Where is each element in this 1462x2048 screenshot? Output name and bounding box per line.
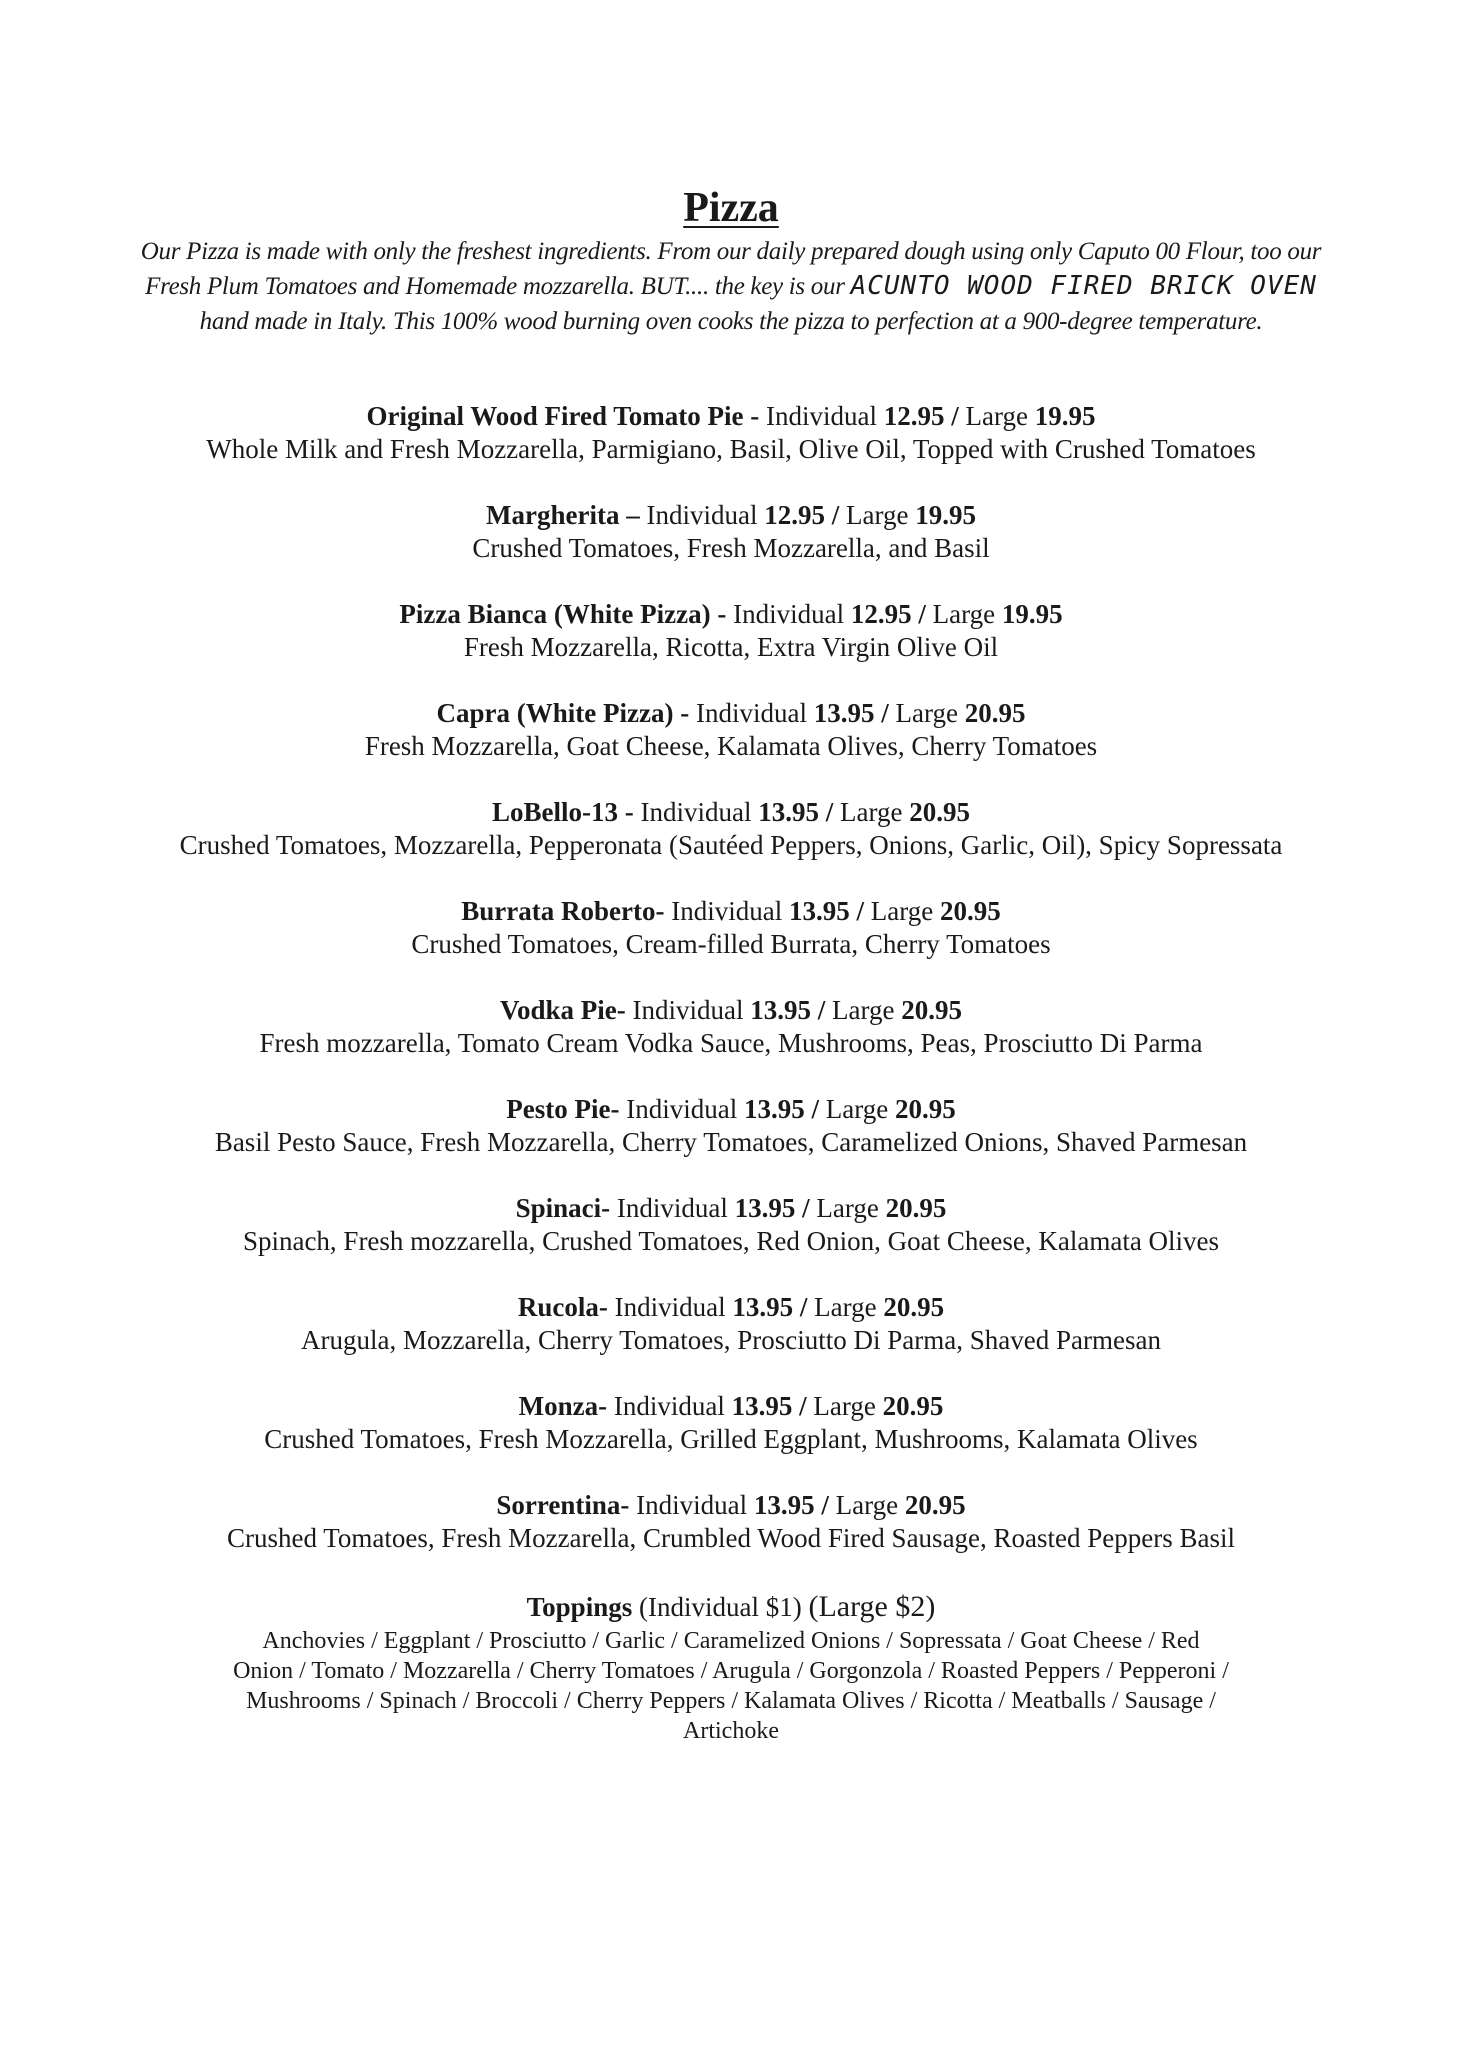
- item-name: Rucola-: [517, 1292, 608, 1322]
- large-price: 20.95: [885, 1193, 947, 1223]
- item-name: Original Wood Fired Tomato Pie: [366, 401, 744, 431]
- individual-price: 12.95: [883, 401, 945, 431]
- large-label: Large: [895, 698, 958, 728]
- menu-item: [140, 1489, 1322, 1555]
- price-slash: /: [874, 698, 896, 728]
- price-slash: /: [804, 1094, 826, 1124]
- individual-label: Individual: [636, 1490, 748, 1520]
- item-separator: [608, 1292, 615, 1322]
- large-label: Large: [835, 1490, 899, 1520]
- item-name: Spinaci-: [515, 1193, 611, 1223]
- item-description: Fresh Mozzarella, Ricotta, Extra Virgin Olive Oil: [463, 632, 999, 662]
- menu-item: [140, 1093, 1322, 1159]
- individual-price: 13.95: [743, 1094, 805, 1124]
- item-separator: -: [616, 995, 633, 1025]
- menu-item-header: [140, 400, 1322, 433]
- item-name: Pesto Pie-: [506, 1094, 620, 1124]
- individual-label: Individual: [695, 698, 807, 728]
- intro-paragraph: [120, 234, 1342, 339]
- item-separator: –: [619, 500, 647, 530]
- menu-item-header: [140, 994, 1322, 1027]
- large-label: Large: [932, 599, 996, 629]
- item-name: LoBello-13: [492, 797, 619, 827]
- item-separator: [607, 1391, 614, 1421]
- individual-label: Individual: [766, 401, 878, 431]
- large-price: 20.95: [883, 1292, 945, 1322]
- item-name: Burrata Roberto-: [461, 896, 665, 926]
- menu-item: [140, 796, 1322, 862]
- large-label: Large: [816, 1193, 879, 1223]
- toppings-title: Toppings: [526, 1592, 633, 1622]
- price-slash: /: [814, 1490, 836, 1520]
- intro-text-after: hand made in Italy. This 100% wood burning oven cooks the pizza to perfection at a 900-degree temperature.: [199, 308, 1263, 335]
- item-name: Capra (White Pizza): [436, 698, 674, 728]
- item-description: Fresh mozzarella, Tomato Cream Vodka Sauce, Mushrooms, Peas, Prosciutto Di Parma: [259, 1028, 1203, 1058]
- individual-price: 13.95: [753, 1490, 815, 1520]
- menu-item-header: [140, 1093, 1322, 1126]
- intro-text-before: Our Pizza is made with only the freshest ingredients. From our daily prepared dough using only Caputo 00 Flour, too our Fresh Plum Tomatoes and Homemade mozzarella. BUT.... the key is our: [140, 238, 1322, 300]
- price-slash: /: [819, 797, 841, 827]
- menu-item: [140, 499, 1322, 565]
- large-label: Large: [813, 1391, 876, 1421]
- large-price: 20.95: [894, 1094, 956, 1124]
- individual-label: Individual: [613, 1391, 725, 1421]
- individual-price: 13.95: [731, 1391, 793, 1421]
- item-description: Whole Milk and Fresh Mozzarella, Parmigiano, Basil, Olive Oil, Topped with Crushed Tomatoes: [206, 434, 1256, 464]
- individual-price: 13.95: [732, 1292, 794, 1322]
- price-slash: /: [944, 401, 966, 431]
- price-slash: /: [911, 599, 933, 629]
- individual-price: 13.95: [758, 797, 819, 827]
- item-separator: -: [618, 797, 641, 827]
- toppings-large-price: (Large $2): [808, 1590, 936, 1623]
- item-name: Sorrentina-: [496, 1490, 630, 1520]
- large-price: 20.95: [882, 1391, 944, 1421]
- large-label: Large: [845, 500, 909, 530]
- menu-item: [140, 895, 1322, 961]
- item-separator: -: [710, 599, 734, 629]
- item-list: [140, 400, 1322, 1555]
- toppings-section: [140, 1588, 1322, 1746]
- item-separator: -: [673, 698, 696, 728]
- large-label: Large: [814, 1292, 877, 1322]
- price-slash: /: [792, 1391, 814, 1421]
- large-label: Large: [832, 995, 895, 1025]
- individual-label: Individual: [626, 1094, 738, 1124]
- individual-price: 13.95: [750, 995, 812, 1025]
- large-label: Large: [825, 1094, 889, 1124]
- item-name: Vodka Pie: [500, 995, 617, 1025]
- menu-item-header: [140, 598, 1322, 631]
- item-name: Pizza Bianca (White Pizza): [399, 599, 711, 629]
- large-price: 19.95: [1001, 599, 1063, 629]
- large-price: 19.95: [1034, 401, 1096, 431]
- menu-item-header: [140, 1390, 1322, 1423]
- menu-item: [140, 697, 1322, 763]
- large-label: Large: [840, 797, 903, 827]
- item-separator: -: [743, 401, 767, 431]
- price-slash: /: [793, 1292, 815, 1322]
- menu-item-header: [140, 796, 1322, 829]
- individual-price: 13.95: [734, 1193, 796, 1223]
- item-description: Crushed Tomatoes, Fresh Mozzarella, and Basil: [472, 533, 990, 563]
- toppings-list: Anchovies / Eggplant / Prosciutto / Garlic / Caramelized Onions / Sopressata / Goat Cheese / Red Onion / Tomato / Mozzarella / Cherry Tomatoes / Arugula / Gorgonzola / Roasted Peppers / Pepperoni / Mushrooms / Spinach / Broccoli / Cherry Peppers / Kalamata Olives / Ricotta / Meatballs / Sausage / Artichoke: [233, 1628, 1229, 1744]
- large-label: Large: [870, 896, 934, 926]
- toppings-heading: [140, 1588, 1322, 1626]
- oven-name: ACUNTO WOOD FIRED BRICK OVEN: [850, 271, 1317, 301]
- individual-price: 13.95: [788, 896, 850, 926]
- item-description: Spinach, Fresh mozzarella, Crushed Tomatoes, Red Onion, Goat Cheese, Kalamata Olives: [242, 1226, 1220, 1256]
- menu-item-header: [140, 1192, 1322, 1225]
- individual-label: Individual: [640, 797, 752, 827]
- individual-price: 12.95: [764, 500, 825, 530]
- menu-item: [140, 1291, 1322, 1357]
- item-name: Monza-: [518, 1391, 608, 1421]
- price-slash: /: [795, 1193, 817, 1223]
- menu-item-header: [140, 697, 1322, 730]
- item-description: Fresh Mozzarella, Goat Cheese, Kalamata Olives, Cherry Tomatoes: [364, 731, 1098, 761]
- large-price: 20.95: [939, 896, 1001, 926]
- page-title: Pizza: [683, 185, 779, 231]
- individual-label: Individual: [646, 500, 758, 530]
- item-description: Crushed Tomatoes, Fresh Mozzarella, Crumbled Wood Fired Sausage, Roasted Peppers Basil: [226, 1523, 1236, 1553]
- menu-item: [140, 994, 1322, 1060]
- large-price: 20.95: [909, 797, 970, 827]
- item-name: Margherita: [486, 500, 620, 530]
- large-label: Large: [965, 401, 1028, 431]
- large-price: 20.95: [964, 698, 1026, 728]
- price-slash: /: [824, 500, 846, 530]
- menu-item: [140, 400, 1322, 466]
- menu-item-header: [140, 895, 1322, 928]
- menu-item: [140, 1390, 1322, 1456]
- individual-price: 13.95: [813, 698, 875, 728]
- price-slash: /: [811, 995, 833, 1025]
- individual-label: Individual: [671, 896, 783, 926]
- toppings-individual-price: (Individual $1): [638, 1592, 802, 1622]
- item-description: Arugula, Mozzarella, Cherry Tomatoes, Prosciutto Di Parma, Shaved Parmesan: [301, 1325, 1161, 1355]
- menu-item: [140, 1192, 1322, 1258]
- large-price: 20.95: [904, 1490, 966, 1520]
- menu-items: [140, 400, 1322, 1746]
- individual-label: Individual: [616, 1193, 728, 1223]
- price-slash: /: [849, 896, 871, 926]
- individual-label: Individual: [733, 599, 845, 629]
- menu-item-header: [140, 499, 1322, 532]
- menu-item-header: [140, 1489, 1322, 1522]
- menu-item-header: [140, 1291, 1322, 1324]
- menu-item: [140, 598, 1322, 664]
- item-description: Crushed Tomatoes, Cream-filled Burrata, Cherry Tomatoes: [411, 929, 1051, 959]
- individual-label: Individual: [614, 1292, 726, 1322]
- item-description: Crushed Tomatoes, Fresh Mozzarella, Grilled Eggplant, Mushrooms, Kalamata Olives: [264, 1424, 1198, 1454]
- item-description: Basil Pesto Sauce, Fresh Mozzarella, Cherry Tomatoes, Caramelized Onions, Shaved Parmesan: [214, 1127, 1248, 1157]
- large-price: 19.95: [915, 500, 976, 530]
- item-separator: [610, 1193, 617, 1223]
- item-description: Crushed Tomatoes, Mozzarella, Pepperonata (Sautéed Peppers, Onions, Garlic, Oil), Spicy Sopressata: [179, 830, 1283, 860]
- individual-price: 12.95: [850, 599, 912, 629]
- large-price: 20.95: [901, 995, 962, 1025]
- individual-label: Individual: [632, 995, 744, 1025]
